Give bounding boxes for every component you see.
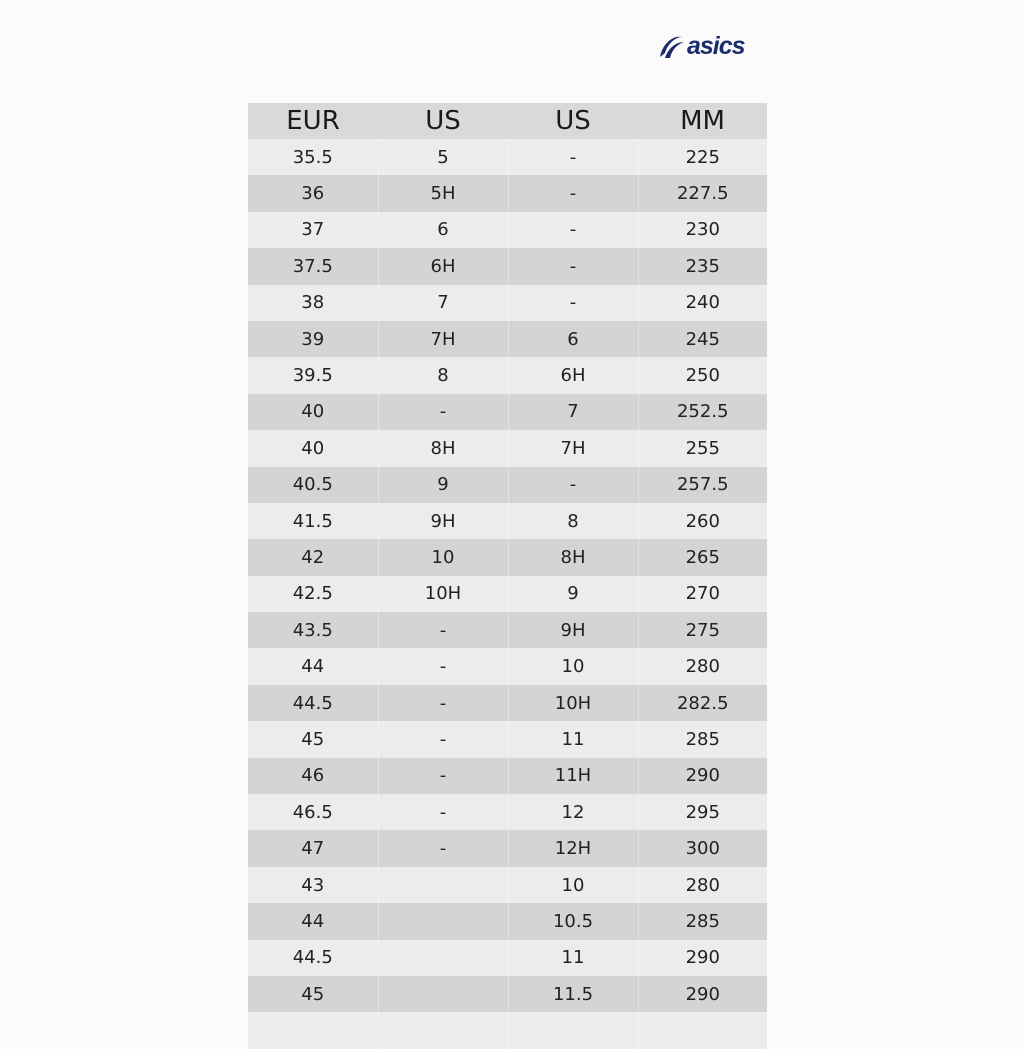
cell-eur: 38 (248, 285, 378, 321)
cell-mm: 255 (638, 430, 767, 466)
cell-us: 9H (378, 503, 508, 539)
table-row (248, 321, 767, 357)
cell-mm: 227.5 (638, 175, 767, 211)
cell-us (378, 1012, 508, 1048)
cell-mm: 265 (638, 539, 767, 575)
cell-mm: 300 (638, 830, 767, 866)
cell-mm: 280 (638, 867, 767, 903)
table-row (248, 976, 767, 1012)
cell-mm: 230 (638, 212, 767, 248)
cell-us: 8H (378, 430, 508, 466)
cell-eur: 39.5 (248, 357, 378, 393)
cell-us (378, 867, 508, 903)
cell-us: 7H (378, 321, 508, 357)
brand-name: asics (687, 31, 745, 60)
table-row (248, 503, 767, 539)
asics-stripe-icon (656, 31, 686, 61)
table-body (248, 139, 767, 1049)
cell-us-alt: 7H (508, 430, 638, 466)
cell-mm: 282.5 (638, 685, 767, 721)
cell-us-alt: - (508, 139, 638, 175)
cell-eur: 39 (248, 321, 378, 357)
table-row (248, 830, 767, 866)
table-row (248, 285, 767, 321)
table-row (248, 903, 767, 939)
cell-eur: 46.5 (248, 794, 378, 830)
cell-mm: 252.5 (638, 394, 767, 430)
cell-us-alt: 6 (508, 321, 638, 357)
cell-us (378, 976, 508, 1012)
cell-mm: 290 (638, 758, 767, 794)
cell-us (378, 940, 508, 976)
cell-us (378, 903, 508, 939)
table-row (248, 430, 767, 466)
cell-mm: 285 (638, 721, 767, 757)
cell-us-alt: - (508, 212, 638, 248)
table-row (248, 467, 767, 503)
cell-eur: 46 (248, 758, 378, 794)
header-mm: MM (638, 103, 767, 139)
header-us-alt: US (508, 103, 638, 139)
table-row (248, 940, 767, 976)
table-row (248, 539, 767, 575)
cell-mm: 235 (638, 248, 767, 284)
cell-us-alt: - (508, 285, 638, 321)
cell-us-alt: 9 (508, 576, 638, 612)
table-row (248, 357, 767, 393)
cell-mm: 290 (638, 940, 767, 976)
cell-mm: 250 (638, 357, 767, 393)
cell-us: - (378, 394, 508, 430)
table-row (248, 721, 767, 757)
cell-us: 5 (378, 139, 508, 175)
cell-us: - (378, 830, 508, 866)
cell-mm: 295 (638, 794, 767, 830)
cell-eur: 45 (248, 721, 378, 757)
cell-us: 10 (378, 539, 508, 575)
cell-us: - (378, 721, 508, 757)
cell-eur: 44.5 (248, 940, 378, 976)
cell-us-alt: 12 (508, 794, 638, 830)
cell-us: 8 (378, 357, 508, 393)
cell-us-alt: 6H (508, 357, 638, 393)
table-row (248, 248, 767, 284)
cell-mm: 245 (638, 321, 767, 357)
cell-us: 6H (378, 248, 508, 284)
cell-eur: 40.5 (248, 467, 378, 503)
brand-logo (656, 28, 745, 64)
cell-us-alt (508, 1012, 638, 1048)
cell-us: 10H (378, 576, 508, 612)
cell-mm: 240 (638, 285, 767, 321)
header-row (248, 103, 767, 139)
table-row (248, 794, 767, 830)
cell-us-alt: - (508, 175, 638, 211)
cell-eur: 43 (248, 867, 378, 903)
header-eur: EUR (248, 103, 378, 139)
cell-mm: 260 (638, 503, 767, 539)
cell-eur: 37.5 (248, 248, 378, 284)
table-row (248, 867, 767, 903)
header-us: US (378, 103, 508, 139)
cell-us-alt: - (508, 467, 638, 503)
cell-eur: 45 (248, 976, 378, 1012)
cell-us-alt: 10 (508, 867, 638, 903)
cell-us-alt: 10 (508, 648, 638, 684)
cell-eur: 42 (248, 539, 378, 575)
cell-us-alt: 9H (508, 612, 638, 648)
cell-eur: 44 (248, 903, 378, 939)
cell-us: - (378, 648, 508, 684)
table-row (248, 758, 767, 794)
cell-us: 5H (378, 175, 508, 211)
cell-mm: 225 (638, 139, 767, 175)
cell-us-alt: 7 (508, 394, 638, 430)
cell-mm: 290 (638, 976, 767, 1012)
cell-mm (638, 1012, 767, 1048)
table-row (248, 394, 767, 430)
table-row (248, 612, 767, 648)
table-row (248, 212, 767, 248)
cell-mm: 285 (638, 903, 767, 939)
table-row (248, 685, 767, 721)
cell-eur (248, 1012, 378, 1048)
cell-us: 7 (378, 285, 508, 321)
cell-mm: 280 (638, 648, 767, 684)
cell-eur: 40 (248, 430, 378, 466)
cell-eur: 40 (248, 394, 378, 430)
cell-us-alt: 11H (508, 758, 638, 794)
cell-us: - (378, 612, 508, 648)
cell-mm: 270 (638, 576, 767, 612)
table-row (248, 576, 767, 612)
cell-us-alt: 12H (508, 830, 638, 866)
cell-eur: 42.5 (248, 576, 378, 612)
cell-eur: 44 (248, 648, 378, 684)
table-row (248, 139, 767, 175)
cell-us: - (378, 758, 508, 794)
size-chart-table (248, 103, 767, 1049)
table-row (248, 648, 767, 684)
cell-us-alt: 10.5 (508, 903, 638, 939)
cell-us-alt: - (508, 248, 638, 284)
cell-us-alt: 11 (508, 721, 638, 757)
cell-mm: 275 (638, 612, 767, 648)
table-row (248, 1012, 767, 1048)
table-row (248, 175, 767, 211)
cell-us-alt: 11.5 (508, 976, 638, 1012)
cell-eur: 37 (248, 212, 378, 248)
cell-us-alt: 11 (508, 940, 638, 976)
cell-eur: 47 (248, 830, 378, 866)
cell-eur: 43.5 (248, 612, 378, 648)
cell-eur: 35.5 (248, 139, 378, 175)
cell-us: 6 (378, 212, 508, 248)
cell-us: - (378, 794, 508, 830)
cell-eur: 44.5 (248, 685, 378, 721)
cell-us: 9 (378, 467, 508, 503)
cell-eur: 36 (248, 175, 378, 211)
cell-eur: 41.5 (248, 503, 378, 539)
cell-us: - (378, 685, 508, 721)
cell-us-alt: 10H (508, 685, 638, 721)
cell-us-alt: 8 (508, 503, 638, 539)
cell-us-alt: 8H (508, 539, 638, 575)
cell-mm: 257.5 (638, 467, 767, 503)
